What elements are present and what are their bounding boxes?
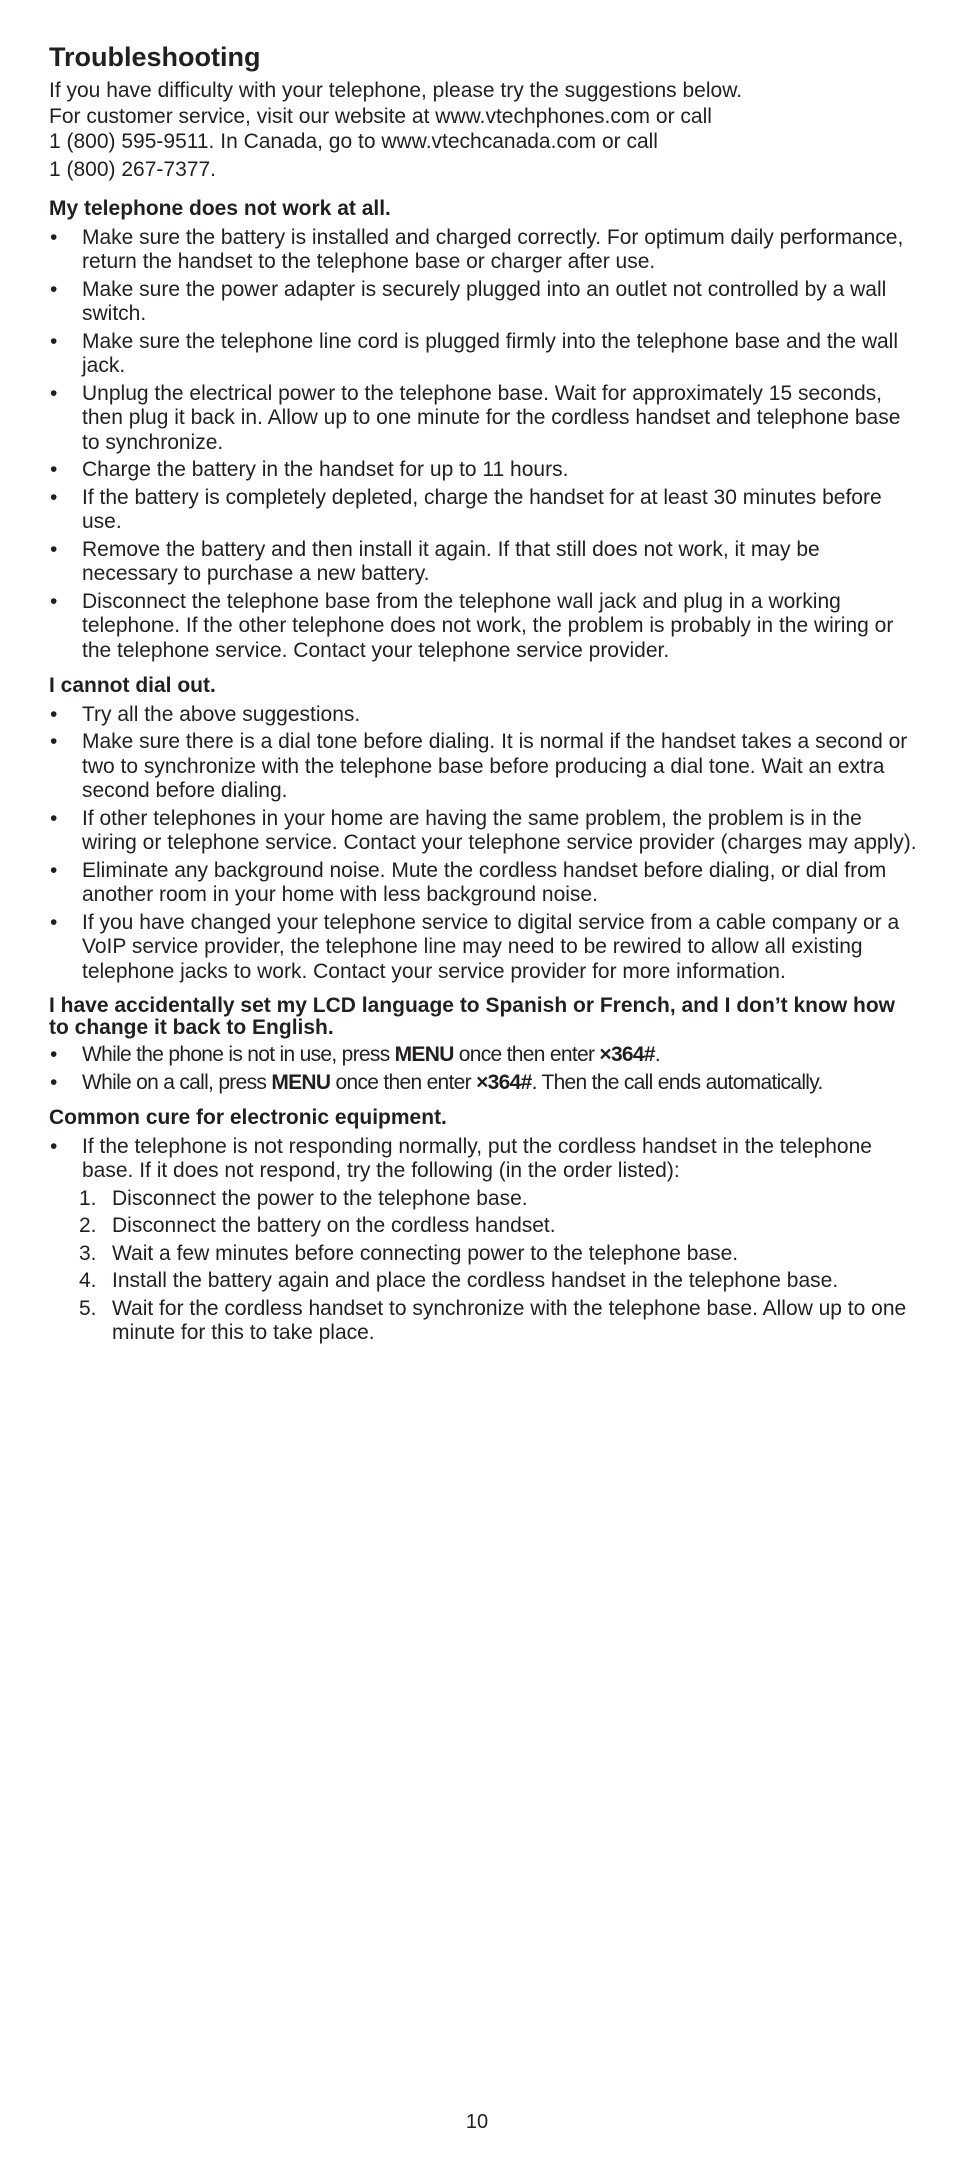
step-number: 3.	[79, 1241, 97, 1265]
step-number: 2.	[79, 1214, 97, 1237]
bullet-item: • Unplug the electrical power to the telephone base. Wait for approximately 15 seconds, then plug it back in. Allow up to one minute for the cordless handset and telephone base to synchronize.	[49, 382, 919, 456]
instruction-text: .	[654, 1043, 660, 1066]
instruction-text: While on a call, press	[82, 1070, 272, 1094]
step-item	[49, 1242, 919, 1267]
bullet-item	[49, 1043, 919, 1068]
intro-line: 1 (800) 267-7377.	[49, 157, 216, 181]
troubleshooting-page	[49, 40, 919, 1349]
bullet-item: • If you have changed your telephone service to digital service from a cable company or a VoIP service provider, the telephone line may need to be rewired to allow all existing telephone jacks to work. Contact your service provider for more information.	[49, 911, 919, 985]
bullet-item: • Make sure the power adapter is securely plugged into an outlet not controlled by a wall switch.	[49, 278, 919, 327]
intro-line: 1 (800) 595-9511. In Canada, go to www.vtechcanada.com or call	[49, 130, 658, 153]
step-text: Disconnect the power to the telephone base.	[112, 1186, 528, 1210]
menu-key-label: MENU	[394, 1043, 454, 1066]
step-number: 1.	[79, 1186, 97, 1210]
step-item	[49, 1187, 919, 1212]
bullet-list	[49, 1043, 919, 1095]
bullet-item: • Try all the above suggestions.	[49, 703, 919, 728]
section-language	[49, 995, 919, 1095]
bullet-item: • Make sure the telephone line cord is plugged firmly into the telephone base and the wall jack.	[49, 330, 919, 379]
step-number: 5.	[79, 1296, 97, 1320]
bullet-item: • Eliminate any background noise. Mute the cordless handset before dialing, or dial from another room in your home with less background noise.	[49, 859, 919, 908]
bullet-list	[49, 703, 919, 985]
step-text: Disconnect the battery on the cordless handset.	[112, 1214, 556, 1237]
instruction-text: once then enter	[453, 1043, 600, 1066]
section-no-work	[49, 197, 919, 663]
bullet-item: • Make sure there is a dial tone before dialing. It is normal if the handset takes a second or two to synchronize with the telephone base before producing a dial tone. Wait an extra second before dialing.	[49, 730, 919, 804]
bullet-item: • If the battery is completely depleted, charge the handset for at least 30 minutes before use.	[49, 486, 919, 535]
key-code: ×364#	[599, 1043, 655, 1066]
section-common-cure	[49, 1106, 919, 1346]
menu-key-label: MENU	[271, 1070, 331, 1094]
intro-line: If you have difficulty with your telephone, please try the suggestions below.	[49, 79, 743, 102]
bullet-item: • Remove the battery and then install it again. If that still does not work, it may be necessary to purchase a new battery.	[49, 538, 919, 587]
bullet-list	[49, 226, 919, 664]
step-item	[49, 1297, 919, 1346]
step-text: Wait a few minutes before connecting power to the telephone base.	[112, 1241, 739, 1265]
step-item	[49, 1269, 919, 1294]
step-number: 4.	[79, 1269, 97, 1292]
page-title: Troubleshooting	[49, 42, 261, 72]
key-code: ×364#	[476, 1070, 532, 1094]
section-heading: I have accidentally set my LCD language to Spanish or French, and I don’t know how to change it back to English.	[49, 994, 895, 1039]
intro-line: For customer service, visit our website at www.vtechphones.com or call	[49, 104, 712, 128]
bullet-item	[49, 1071, 919, 1096]
bullet-item: • Disconnect the telephone base from the telephone wall jack and plug in a working telephone. If the other telephone does not work, the problem is probably in the wiring or the telephone service. Contact your telephone service provider.	[49, 590, 919, 664]
section-cannot-dial	[49, 674, 919, 984]
bullet-item: • If other telephones in your home are having the same problem, the problem is in the wiring or telephone service. Contact your telephone service provider (charges may apply).	[49, 807, 919, 856]
bullet-item: • If the telephone is not responding normally, put the cordless handset in the telephone base. If it does not respond, try the following (in the order listed):	[49, 1135, 919, 1184]
bullet-item: • Charge the battery in the handset for up to 11 hours.	[49, 458, 919, 483]
page-number: 10	[465, 2111, 489, 2133]
instruction-text: once then enter	[330, 1070, 477, 1094]
bullet-list	[49, 1135, 919, 1184]
section-heading: Common cure for electronic equipment.	[49, 1106, 447, 1129]
instruction-text: While the phone is not in use, press	[82, 1043, 395, 1066]
bullet-item: • Make sure the battery is installed and charged correctly. For optimum daily performance, return the handset to the telephone base or charger after use.	[49, 226, 919, 275]
numbered-steps	[49, 1187, 919, 1346]
section-heading: I cannot dial out.	[49, 674, 216, 697]
section-heading: My telephone does not work at all.	[49, 197, 391, 220]
step-item	[49, 1214, 919, 1239]
intro-paragraph	[49, 78, 919, 182]
step-text: Install the battery again and place the cordless handset in the telephone base.	[112, 1269, 839, 1292]
step-text: Wait for the cordless handset to synchronize with the telephone base. Allow up to one minute for this to take place.	[112, 1296, 907, 1344]
instruction-text: . Then the call ends automatically.	[531, 1070, 823, 1094]
